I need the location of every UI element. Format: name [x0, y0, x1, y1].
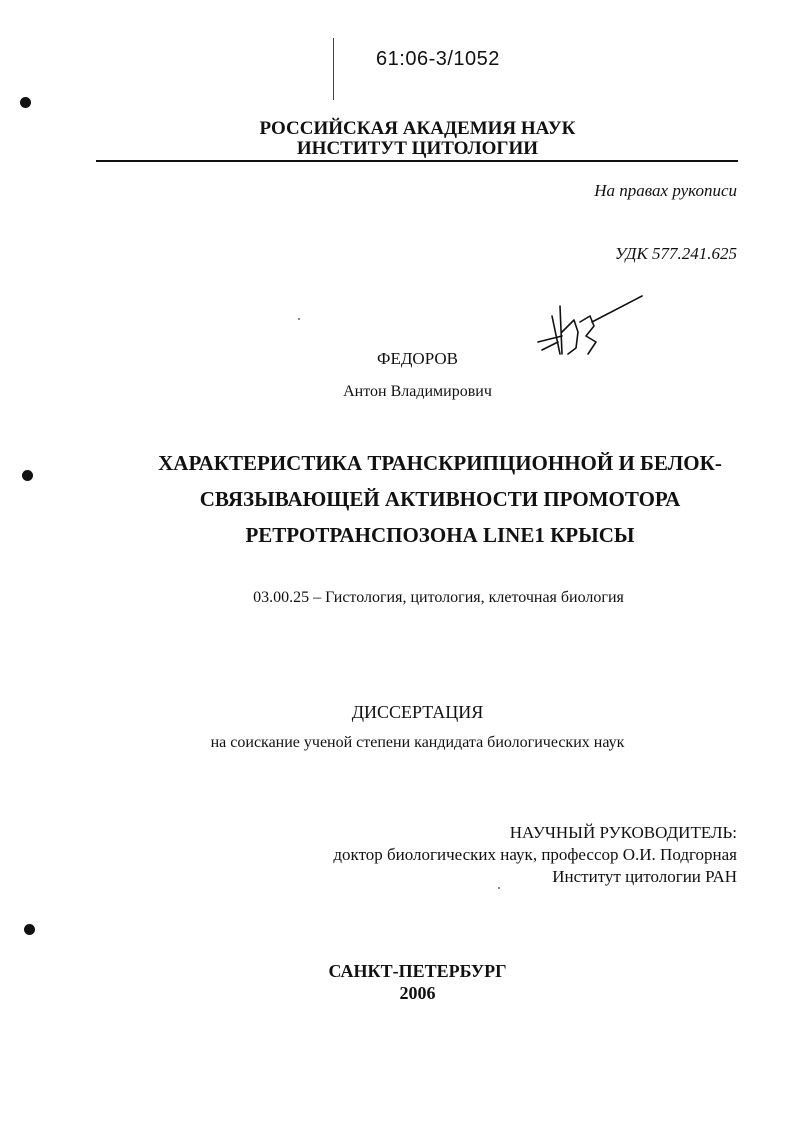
stamp-divider: [333, 38, 334, 100]
city: САНКТ-ПЕТЕРБУРГ: [328, 961, 507, 981]
scan-speck: [298, 318, 300, 320]
supervisor-block: [333, 822, 737, 888]
archive-stamp: 61:06-3/1052: [376, 48, 500, 70]
year: 2006: [399, 983, 436, 1003]
punch-hole-icon: [20, 97, 31, 108]
institution-line-1: РОССИЙСКАЯ АКАДЕМИЯ НАУК: [259, 118, 576, 139]
punch-hole-icon: [22, 470, 33, 481]
punch-hole-icon: [24, 924, 35, 935]
header-rule: [96, 160, 738, 162]
specialty-code: 03.00.25 – Гистология, цитология, клеточная биология: [253, 589, 624, 606]
scan-speck: [498, 887, 500, 889]
supervisor-affiliation: Институт цитологии РАН: [552, 867, 737, 886]
title-line: РЕТРОТРАНСПОЗОНА LINE1 КРЫСЫ: [245, 523, 635, 547]
supervisor-heading: НАУЧНЫЙ РУКОВОДИТЕЛЬ:: [509, 823, 737, 842]
degree-statement: на соискание ученой степени кандидата биологических наук: [210, 734, 625, 751]
dissertation-title: [130, 445, 750, 553]
work-type: ДИССЕРТАЦИЯ: [351, 702, 484, 722]
author-given-names: Антон Владимирович: [343, 383, 492, 400]
title-line: ХАРАКТЕРИСТИКА ТРАНСКРИПЦИОННОЙ И БЕЛОК-: [158, 451, 722, 475]
author-surname: ФЕДОРОВ: [377, 349, 458, 368]
manuscript-note: На правах рукописи: [594, 181, 737, 200]
udc-code: УДК 577.241.625: [614, 244, 737, 263]
supervisor-name: доктор биологических наук, профессор О.И. Подгорная: [333, 845, 737, 864]
title-line: СВЯЗЫВАЮЩЕЙ АКТИВНОСТИ ПРОМОТОРА: [199, 487, 681, 511]
institution-line-2: ИНСТИТУТ ЦИТОЛОГИИ: [296, 138, 539, 159]
